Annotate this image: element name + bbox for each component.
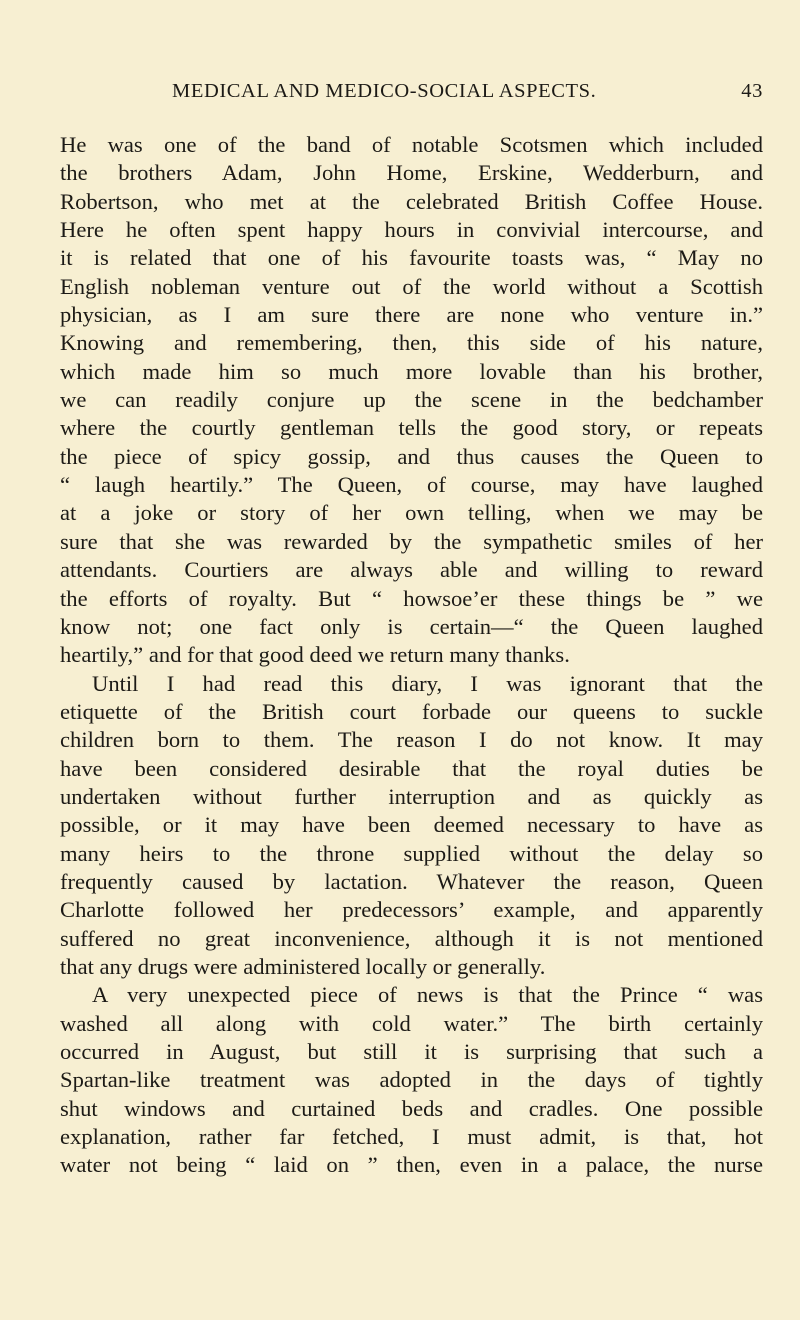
text-line: which made him so much more lovable than his brother, (60, 358, 763, 384)
text-line: we can readily conjure up the scene in the bedchamber (60, 387, 763, 413)
text-line: know not; one fact only is certain—“ the Queen laughed (60, 613, 763, 639)
text-line: Charlotte followed her predecessors’ example, and apparently (60, 897, 763, 923)
text-line: occurred in August, but still it is surprising that such a (60, 1039, 763, 1064)
text-line: English nobleman venture out of the world without a Scottish (60, 273, 763, 299)
body-text (60, 131, 763, 1180)
text-line: suffered no great inconvenience, although it is not mentioned (60, 925, 763, 951)
text-line: many heirs to the throne supplied without the delay so (60, 840, 763, 866)
text-line: physician, as I am sure there are none who venture in.” (60, 302, 763, 328)
text-line: attendants. Courtiers are always able and willing to reward (60, 557, 763, 583)
text-line: He was one of the band of notable Scotsmen which included (60, 132, 763, 157)
text-line: have been considered desirable that the royal duties be (60, 755, 763, 781)
text-line: heartily,” and for that good deed we return many thanks. (60, 642, 570, 668)
text-line: Robertson, who met at the celebrated British Coffee House. (60, 188, 763, 214)
text-line: explanation, rather far fetched, I must admit, is that, hot (60, 1124, 763, 1150)
text-line: possible, or it may have been deemed necessary to have as (60, 812, 763, 838)
text-line: shut windows and curtained beds and cradles. One possible (60, 1095, 763, 1121)
page-number: 43 (741, 80, 763, 102)
text-line: water not being “ laid on ” then, even in a palace, the nurse (60, 1152, 763, 1178)
text-line: sure that she was rewarded by the sympathetic smiles of her (60, 528, 763, 554)
running-head-title: MEDICAL AND MEDICO-SOCIAL ASPECTS. (172, 80, 597, 102)
text-line: A very unexpected piece of news is that the Prince “ was (92, 982, 763, 1008)
text-line: that any drugs were administered locally or generally. (60, 953, 546, 979)
text-line: Until I had read this diary, I was ignorant that the (92, 670, 763, 696)
text-line: the piece of spicy gossip, and thus causes the Queen to (60, 443, 763, 469)
text-line: Here he often spent happy hours in convivial intercourse, and (60, 217, 763, 243)
text-line: where the courtly gentleman tells the good story, or repeats (60, 415, 763, 441)
text-line: Knowing and remembering, then, this side of his nature, (60, 330, 763, 356)
text-line: washed all along with cold water.” The birth certainly (60, 1010, 763, 1036)
text-line: at a joke or story of her own telling, when we may be (60, 500, 763, 526)
text-line: the efforts of royalty. But “ howsoe’er these things be ” we (60, 585, 763, 611)
text-line: etiquette of the British court forbade our queens to suckle (60, 698, 763, 724)
text-line: children born to them. The reason I do not know. It may (60, 727, 763, 753)
text-line: the brothers Adam, John Home, Erskine, Wedderburn, and (60, 160, 763, 186)
text-line: it is related that one of his favourite toasts was, “ May no (60, 245, 763, 271)
text-line: frequently caused by lactation. Whatever the reason, Queen (60, 868, 763, 894)
running-header (60, 78, 763, 104)
text-line: “ laugh heartily.” The Queen, of course, may have laughed (60, 472, 763, 498)
text-line: undertaken without further interruption and as quickly as (60, 783, 763, 809)
text-line: Spartan-like treatment was adopted in the days of tightly (60, 1067, 763, 1093)
